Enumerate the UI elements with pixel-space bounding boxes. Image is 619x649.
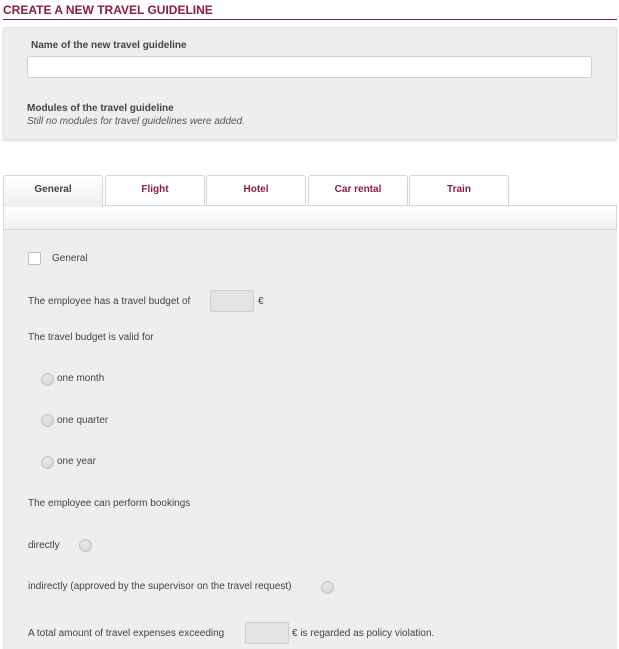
guideline-name-input[interactable]: [27, 56, 592, 78]
booking-directly-label: directly: [28, 540, 60, 551]
violation-label: A total amount of travel expenses exceeding: [28, 628, 225, 639]
general-tab-content: [3, 230, 617, 649]
budget-label: The employee has a travel budget of: [28, 296, 191, 307]
general-checkbox[interactable]: [28, 252, 41, 265]
budget-currency: €: [258, 296, 264, 307]
general-checkbox-label: General: [52, 253, 88, 264]
modules-label: Modules of the travel guideline: [27, 103, 174, 114]
bookings-label: The employee can perform bookings: [28, 498, 191, 509]
booking-indirectly-label: indirectly (approved by the supervisor on the travel request): [28, 581, 292, 592]
validity-one-quarter-radio[interactable]: [41, 414, 54, 427]
guideline-name-label: Name of the new travel guideline: [31, 40, 187, 51]
tab-hotel[interactable]: Hotel: [206, 175, 306, 206]
validity-one-year-radio[interactable]: [41, 456, 54, 469]
violation-suffix: € is regarded as policy violation.: [292, 628, 435, 639]
tab-train[interactable]: Train: [409, 175, 509, 206]
violation-amount-input[interactable]: [245, 622, 289, 644]
booking-directly-radio[interactable]: [79, 539, 92, 552]
validity-one-quarter-label: one quarter: [57, 415, 109, 426]
tab-strip: [3, 205, 617, 230]
page-title: CREATE A NEW TRAVEL GUIDELINE: [3, 3, 617, 20]
modules-empty-text: Still no modules for travel guidelines were added.: [27, 116, 245, 127]
validity-one-month-radio[interactable]: [41, 373, 54, 386]
validity-one-year-label: one year: [57, 456, 96, 467]
validity-label: The travel budget is valid for: [28, 332, 154, 343]
tab-general[interactable]: General: [3, 175, 103, 207]
budget-input[interactable]: [210, 290, 254, 312]
tab-flight[interactable]: Flight: [105, 175, 205, 206]
guideline-header-panel: [3, 27, 617, 140]
booking-indirectly-radio[interactable]: [321, 581, 334, 594]
validity-one-month-label: one month: [57, 373, 105, 384]
tab-car-rental[interactable]: Car rental: [308, 175, 408, 206]
